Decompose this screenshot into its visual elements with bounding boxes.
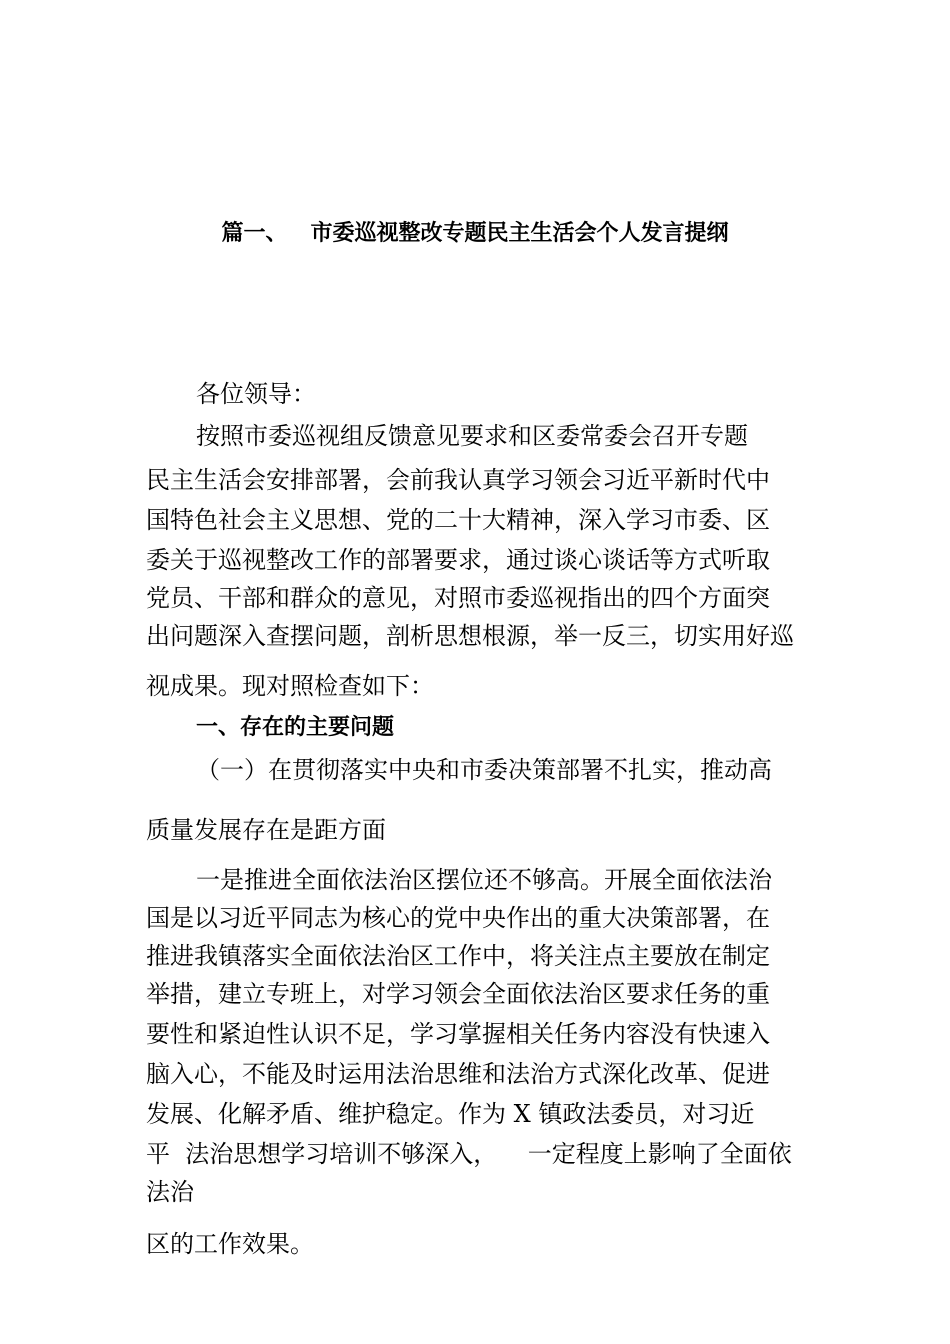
section-heading: 一、存在的主要问题 [196, 715, 395, 740]
paragraph-line: 党员、干部和群众的意见，对照市委巡视指出的四个方面突 [146, 584, 770, 612]
paragraph-line: 推进我镇落实全面依法治区工作中，将关注点主要放在制定 [146, 942, 770, 970]
subsection-heading-cont: 质量发展存在是距方面 [146, 816, 386, 844]
paragraph-line: 出问题深入查摆问题，剖析思想根源，举一反三，切实用好巡 [146, 622, 794, 650]
paragraph-line: 发展、化解矛盾、维护稳定。作为 X 镇政法委员，对习近 [146, 1100, 755, 1128]
paragraph-line: 举措，建立专班上，对学习领会全面依法治区要求任务的重 [146, 980, 770, 1008]
paragraph-line: 区的工作效果。 [146, 1230, 314, 1258]
paragraph-line: 委关于巡视整改工作的部署要求，通过谈心谈话等方式听取 [146, 546, 770, 574]
document-title: 篇一、 市委巡视整改专题民主生活会个人发言提纲 [221, 221, 729, 246]
salutation: 各位领导： [196, 380, 316, 408]
paragraph-line: 国是以习近平同志为核心的党中央作出的重大决策部署，在 [146, 904, 770, 932]
paragraph-line: 按照市委巡视组反馈意见要求和区委常委会召开专题 [196, 422, 748, 450]
paragraph-line: 脑入心，不能及时运用法治思维和法治方式深化改革、促进 [146, 1060, 770, 1088]
paragraph-line: 一是推进全面依法治区摆位还不够高。开展全面依法治 [196, 866, 772, 894]
paragraph-line: 法治 [146, 1178, 194, 1206]
subsection-heading: （一）在贯彻落实中央和市委决策部署不扎实，推动高 [196, 756, 772, 784]
paragraph-line: 民主生活会安排部署，会前我认真学习领会习近平新时代中 [146, 466, 770, 494]
paragraph-line: 要性和紧迫性认识不足，学习掌握相关任务内容没有快速入 [146, 1020, 770, 1048]
paragraph-line: 视成果。现对照检查如下： [146, 672, 434, 700]
paragraph-line: 国特色社会主义思想、党的二十大精神，深入学习市委、区 [146, 506, 770, 534]
paragraph-line: 平 法治思想学习培训不够深入， 一定程度上影响了全面依 [146, 1140, 792, 1168]
